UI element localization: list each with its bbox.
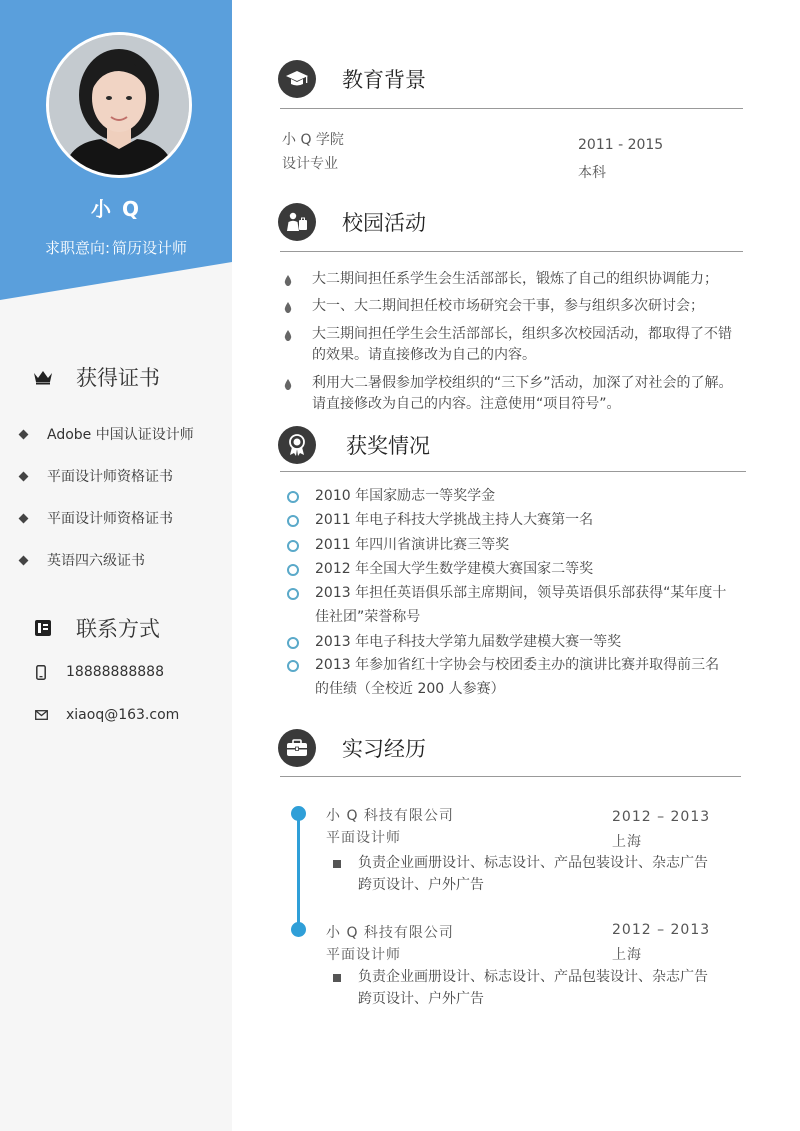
contact-email: [34, 707, 179, 723]
diamond-bullet-icon: [19, 555, 29, 565]
ring-bullet-icon: [287, 491, 299, 503]
email-address: xiaoq@163.com: [66, 707, 180, 723]
ring-bullet-icon: [287, 540, 299, 552]
job-years: 2012 – 2013: [612, 922, 711, 938]
timeline-dot: [291, 806, 306, 821]
contact-phone: [34, 664, 164, 680]
certificate-item: Adobe 中国认证设计师: [20, 424, 194, 444]
contact-title: 联系方式: [76, 617, 160, 641]
awards-title: 获奖情况: [346, 434, 430, 458]
certificates-title: 获得证书: [76, 366, 160, 390]
activity-item: 大二期间担任系学生会生活部部长，锻炼了自己的组织协调能力；: [284, 269, 744, 290]
job-years: 2012 – 2013: [612, 809, 711, 825]
timeline-line: [297, 813, 300, 930]
drop-bullet-icon: [284, 275, 292, 286]
drop-bullet-icon: [284, 379, 292, 390]
award-item: 2011 年电子科技大学挑战主持人大赛第一名: [287, 508, 747, 532]
contact-header: [32, 613, 160, 643]
ring-bullet-icon: [287, 564, 299, 576]
education-title: 教育背景: [342, 68, 426, 92]
activity-item: 大一、大二期间担任校市场研究会干事，参与组织多次研讨会；: [284, 296, 744, 317]
award-item: 2013 年电子科技大学第九届数学建模大赛一等奖: [287, 630, 747, 654]
education-degree: 本科: [578, 165, 606, 181]
square-bullet-icon: [333, 860, 341, 868]
phone-number: 18888888888: [66, 664, 164, 680]
certificates-header: [32, 362, 160, 392]
activities-header: [278, 203, 426, 241]
job-description: 负责企业画册设计、标志设计、产品包装设计、杂志广告跨页设计、户外广告: [358, 855, 708, 893]
award-item: 2013 年担任英语俱乐部主席期间，领导英语俱乐部获得“某年度十佳社团”荣誉称号: [287, 581, 727, 629]
job-role: 平面设计师: [326, 830, 401, 846]
diamond-bullet-icon: [19, 429, 29, 439]
certificate-item: 平面设计师资格证书: [20, 466, 173, 486]
award-item: 2010 年国家励志一等奖学金: [287, 484, 747, 508]
certificate-item: 平面设计师资格证书: [20, 508, 173, 528]
phone-icon: [34, 665, 48, 680]
job-company: 小 Q 科技有限公司: [326, 808, 454, 824]
crown-icon: [32, 366, 54, 388]
job-city: 上海: [612, 947, 642, 963]
job-intent: [0, 237, 232, 258]
award-item: 2011 年四川省演讲比赛三等奖: [287, 533, 747, 557]
awards-divider: [280, 471, 746, 472]
education-major: 设计专业: [282, 156, 338, 172]
ring-bullet-icon: [287, 660, 299, 672]
sidebar: [0, 0, 232, 1131]
activity-item: 大三期间担任学生会生活部部长，组织多次校园活动，都取得了不错的效果。请直接修改为自己的内容。: [284, 324, 744, 366]
education-header: [278, 60, 426, 98]
mail-icon: [34, 710, 48, 720]
job-company: 小 Q 科技有限公司: [326, 925, 454, 941]
ring-bullet-icon: [287, 515, 299, 527]
job-intent-label: 求职意向:: [44, 239, 111, 257]
education-school: 小 Q 学院: [282, 132, 344, 148]
job-intent-value: 简历设计师: [112, 239, 188, 257]
graduation-cap-icon: [278, 60, 316, 98]
activities-divider: [280, 251, 743, 252]
square-bullet-icon: [333, 974, 341, 982]
activities-title: 校园活动: [342, 211, 426, 235]
diamond-bullet-icon: [19, 513, 29, 523]
awards-header: [278, 426, 430, 464]
work-header: [278, 729, 426, 767]
timeline-dot: [291, 922, 306, 937]
medal-icon: [278, 426, 316, 464]
ring-bullet-icon: [287, 637, 299, 649]
people-icon: [278, 203, 316, 241]
drop-bullet-icon: [284, 330, 292, 341]
avatar: [46, 32, 192, 178]
certificate-item: 英语四六级证书: [20, 550, 145, 570]
award-item: 2013 年参加省红十字协会与校团委主办的演讲比赛并取得前三名的佳绩（全校近 200 人参赛）: [287, 653, 727, 701]
contact-card-icon: [32, 617, 54, 639]
briefcase-icon: [278, 729, 316, 767]
education-divider: [280, 108, 743, 109]
diamond-bullet-icon: [19, 471, 29, 481]
work-title: 实习经历: [342, 737, 426, 761]
job-description: 负责企业画册设计、标志设计、产品包装设计、杂志广告跨页设计、户外广告: [358, 969, 708, 1007]
education-years: 2011 - 2015: [578, 137, 664, 153]
work-divider: [280, 776, 741, 777]
activity-item: 利用大二暑假参加学校组织的“三下乡”活动，加深了对社会的了解。请直接修改为自己的内容。注意使用“项目符号”。: [284, 373, 744, 415]
drop-bullet-icon: [284, 302, 292, 313]
job-role: 平面设计师: [326, 947, 401, 963]
job-city: 上海: [612, 834, 642, 850]
candidate-name: 小 Q: [91, 197, 141, 221]
award-item: 2012 年全国大学生数学建模大赛国家二等奖: [287, 557, 747, 581]
ring-bullet-icon: [287, 588, 299, 600]
